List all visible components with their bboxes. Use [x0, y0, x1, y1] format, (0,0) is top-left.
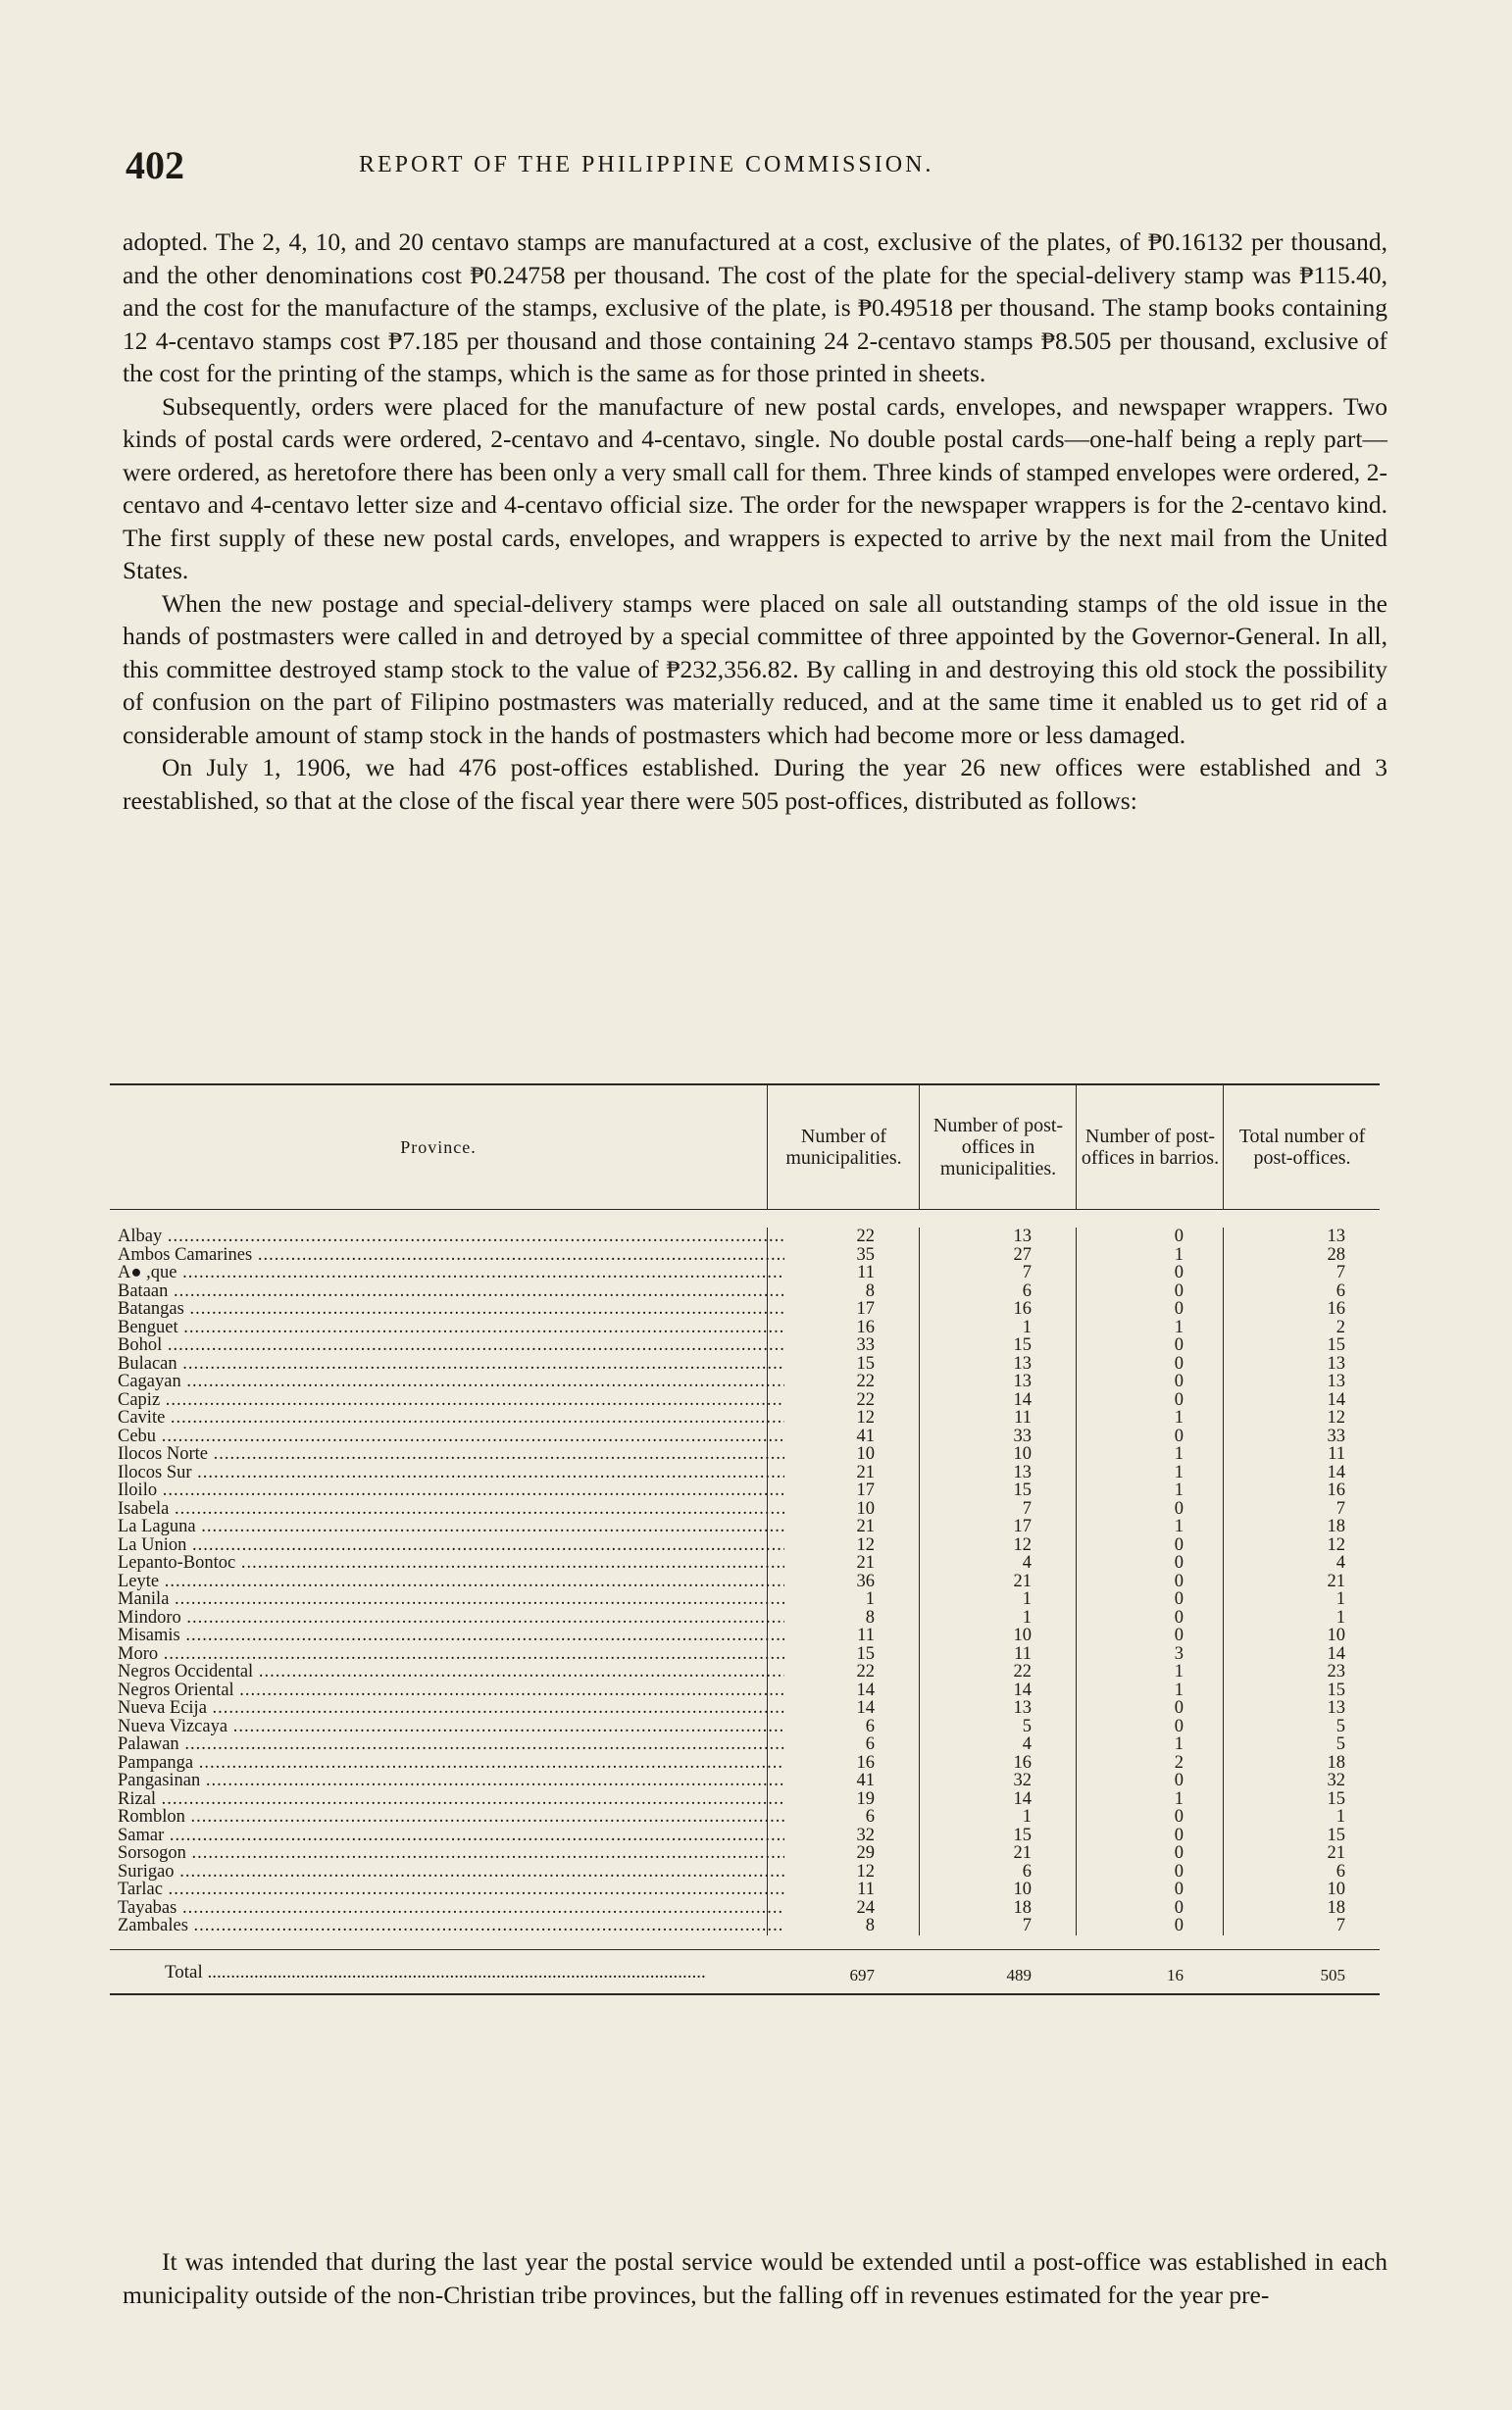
cell-offices-municipalities: 15 — [1013, 1825, 1032, 1845]
province-name: Sorsogon ..... — [118, 1844, 784, 1863]
table-row — [110, 1790, 1380, 1809]
cell-total: 16 — [1327, 1481, 1345, 1500]
province-name: Capiz ..... — [118, 1391, 784, 1410]
province-name: Bohol ..... — [118, 1336, 784, 1355]
cell-municipalities: 10 — [856, 1444, 875, 1464]
cell-municipalities: 8 — [865, 1280, 875, 1301]
table-row — [110, 1808, 1380, 1827]
cell-offices-municipalities: 11 — [1014, 1643, 1032, 1664]
cell-offices-municipalities: 14 — [1013, 1788, 1032, 1809]
cell-municipalities: 11 — [857, 1263, 875, 1282]
province-name: Surigao ..... — [118, 1863, 784, 1882]
table-row — [110, 1609, 1380, 1628]
cell-offices-barrios: 1 — [1174, 1662, 1184, 1682]
cell-offices-barrios: 0 — [1174, 1571, 1184, 1591]
cell-municipalities: 21 — [856, 1462, 875, 1482]
cell-offices-barrios: 0 — [1174, 1880, 1184, 1899]
body-text — [123, 226, 1387, 817]
table-row — [110, 1246, 1380, 1265]
province-name: Cavite ..... — [118, 1409, 784, 1428]
cell-total: 18 — [1327, 1897, 1345, 1918]
cell-offices-barrios: 0 — [1174, 1771, 1184, 1790]
table-row — [110, 1590, 1380, 1609]
cell-total: 13 — [1327, 1227, 1345, 1246]
province-name: Ilocos Sur ..... — [118, 1464, 784, 1482]
province-name: Negros Oriental ..... — [118, 1682, 784, 1700]
cell-offices-barrios: 0 — [1174, 1372, 1184, 1391]
table-row — [110, 1735, 1380, 1754]
table-bottom-rule — [110, 1993, 1380, 1995]
table-row — [110, 1844, 1380, 1863]
cell-municipalities: 22 — [856, 1227, 875, 1246]
province-name: La Union ..... — [118, 1536, 784, 1555]
cell-total: 11 — [1328, 1444, 1345, 1464]
table-row — [110, 1445, 1380, 1464]
cell-offices-barrios: 0 — [1174, 1698, 1184, 1718]
cell-offices-municipalities: 18 — [1013, 1897, 1032, 1918]
table-row — [110, 1464, 1380, 1482]
cell-offices-barrios: 1 — [1174, 1788, 1184, 1809]
province-name: Pangasinan ..... — [118, 1772, 784, 1790]
province-name: Zambales ..... — [118, 1917, 784, 1935]
cell-municipalities: 1 — [865, 1589, 875, 1609]
cell-total: 13 — [1327, 1698, 1345, 1718]
province-name: Lepanto-Bontoc ..... — [118, 1554, 784, 1573]
table-row — [110, 1319, 1380, 1337]
cell-offices-barrios: 1 — [1174, 1408, 1184, 1428]
cell-offices-municipalities: 13 — [1013, 1462, 1032, 1482]
table-row — [110, 1754, 1380, 1773]
province-name: Batangas ..... — [118, 1300, 784, 1319]
header-offices-municipalities: Number of post-offices in municipalities. — [919, 1085, 1077, 1209]
cell-offices-municipalities: 1 — [1022, 1807, 1032, 1827]
cell-total: 15 — [1327, 1788, 1345, 1809]
table-row — [110, 1500, 1380, 1519]
cell-offices-municipalities: 6 — [1022, 1280, 1032, 1301]
cell-offices-municipalities: 14 — [1013, 1389, 1032, 1410]
province-name: Palawan ..... — [118, 1735, 784, 1754]
cell-total: 21 — [1327, 1843, 1345, 1863]
table-row — [110, 1481, 1380, 1500]
cell-offices-municipalities: 1 — [1022, 1317, 1032, 1337]
table-row — [110, 1373, 1380, 1391]
cell-municipalities: 24 — [856, 1897, 875, 1918]
table-body — [110, 1228, 1380, 1935]
total-municipalities: 697 — [849, 1965, 875, 1984]
province-name: Romblon ..... — [118, 1808, 784, 1827]
table-row — [110, 1300, 1380, 1319]
header-municipalities: Number of municipalities. — [767, 1085, 920, 1209]
province-name: Misamis ..... — [118, 1627, 784, 1645]
cell-offices-municipalities: 1 — [1022, 1607, 1032, 1628]
cell-offices-municipalities: 4 — [1022, 1553, 1032, 1573]
cell-offices-barrios: 0 — [1174, 1534, 1184, 1555]
province-name: Bulacan ..... — [118, 1355, 784, 1374]
cell-offices-municipalities: 10 — [1013, 1444, 1032, 1464]
table-row — [110, 1573, 1380, 1591]
cell-offices-barrios: 0 — [1174, 1916, 1184, 1935]
cell-municipalities: 36 — [856, 1571, 875, 1591]
cell-total: 1 — [1336, 1807, 1345, 1827]
cell-offices-municipalities: 21 — [1013, 1843, 1032, 1863]
total-label: Total ..... — [165, 1962, 773, 1983]
cell-total: 32 — [1327, 1771, 1345, 1790]
cell-offices-municipalities: 5 — [1022, 1716, 1032, 1736]
table-row — [110, 1645, 1380, 1664]
cell-municipalities: 11 — [857, 1626, 875, 1645]
cell-total: 33 — [1327, 1426, 1345, 1446]
cell-total: 10 — [1327, 1880, 1345, 1899]
cell-municipalities: 17 — [856, 1481, 875, 1500]
cell-total: 5 — [1336, 1716, 1345, 1736]
province-name: Tarlac ..... — [118, 1881, 784, 1899]
cell-total: 21 — [1327, 1571, 1345, 1591]
cell-offices-municipalities: 13 — [1013, 1372, 1032, 1391]
cell-offices-municipalities: 22 — [1013, 1662, 1032, 1682]
cell-municipalities: 16 — [856, 1317, 875, 1337]
cell-total: 14 — [1327, 1643, 1345, 1664]
cell-offices-municipalities: 11 — [1014, 1408, 1032, 1428]
table-row — [110, 1917, 1380, 1935]
cell-offices-barrios: 0 — [1174, 1626, 1184, 1645]
table-row — [110, 1881, 1380, 1899]
post-office-table — [110, 1083, 1380, 1995]
cell-offices-barrios: 0 — [1174, 1897, 1184, 1918]
table-row — [110, 1518, 1380, 1536]
table-row — [110, 1699, 1380, 1718]
table-row — [110, 1682, 1380, 1700]
table-row — [110, 1772, 1380, 1790]
cell-total: 2 — [1336, 1317, 1345, 1337]
cell-total: 12 — [1327, 1408, 1345, 1428]
cell-offices-municipalities: 13 — [1013, 1698, 1032, 1718]
cell-total: 13 — [1327, 1353, 1345, 1374]
cell-total: 7 — [1336, 1263, 1345, 1282]
cell-offices-barrios: 0 — [1174, 1589, 1184, 1609]
cell-municipalities: 41 — [856, 1771, 875, 1790]
cell-offices-barrios: 0 — [1174, 1825, 1184, 1845]
province-name: Isabela ..... — [118, 1500, 784, 1519]
cell-offices-municipalities: 7 — [1022, 1263, 1032, 1282]
cell-offices-barrios: 0 — [1174, 1263, 1184, 1282]
cell-offices-barrios: 0 — [1174, 1843, 1184, 1863]
cell-offices-municipalities: 15 — [1013, 1335, 1032, 1355]
cell-municipalities: 6 — [865, 1716, 875, 1736]
cell-municipalities: 22 — [856, 1389, 875, 1410]
cell-municipalities: 35 — [856, 1244, 875, 1265]
cell-total: 6 — [1336, 1861, 1345, 1882]
cell-municipalities: 41 — [856, 1426, 875, 1446]
page-header — [126, 142, 1381, 191]
cell-offices-barrios: 1 — [1174, 1517, 1184, 1536]
province-name: Ilocos Norte ..... — [118, 1445, 784, 1464]
cell-offices-barrios: 1 — [1174, 1680, 1184, 1700]
table-row — [110, 1391, 1380, 1410]
cell-offices-barrios: 1 — [1174, 1481, 1184, 1500]
province-name: Ambos Camarines ..... — [118, 1246, 784, 1265]
cell-municipalities: 32 — [856, 1825, 875, 1845]
cell-municipalities: 10 — [856, 1498, 875, 1519]
table-row — [110, 1228, 1380, 1246]
cell-municipalities: 6 — [865, 1807, 875, 1827]
cell-total: 10 — [1327, 1626, 1345, 1645]
closing-text — [123, 2245, 1387, 2311]
cell-total: 7 — [1336, 1498, 1345, 1519]
cell-municipalities: 8 — [865, 1916, 875, 1935]
cell-municipalities: 11 — [857, 1880, 875, 1899]
total-offices-municipalities: 489 — [1006, 1965, 1032, 1984]
cell-total: 5 — [1336, 1734, 1345, 1754]
cell-total: 1 — [1336, 1607, 1345, 1628]
cell-total: 13 — [1327, 1372, 1345, 1391]
table-row — [110, 1827, 1380, 1845]
table-total-row — [110, 1949, 1380, 1993]
cell-total: 28 — [1327, 1244, 1345, 1265]
table-row — [110, 1409, 1380, 1428]
paragraph: Subsequently, orders were placed for the manufacture of new postal cards, envelopes, and newspaper wrappers. Two kinds of postal cards were ordered, 2-centavo and 4-centavo, single. No double postal cards—one-half being a reply part—were ordered, as heretofore there has been only a very small call for them. Three kinds of stamped envelopes were ordered, 2-centavo and 4-centavo letter size and 4-centavo official size. The order for the newspaper wrappers is for the 2-centavo kind. The first supply of these new postal cards, envelopes, and wrappers is expected to arrive by the next mail from the United States. — [123, 391, 1387, 584]
cell-municipalities: 29 — [856, 1843, 875, 1863]
cell-offices-barrios: 0 — [1174, 1389, 1184, 1410]
province-name: A● ,que ..... — [118, 1264, 784, 1282]
cell-offices-municipalities: 17 — [1013, 1517, 1032, 1536]
cell-offices-municipalities: 16 — [1013, 1752, 1032, 1773]
province-name: Tayabas ..... — [118, 1899, 784, 1918]
table-row — [110, 1355, 1380, 1374]
cell-total: 1 — [1336, 1589, 1345, 1609]
province-name: Nueva Ecija ..... — [118, 1699, 784, 1718]
table-row — [110, 1336, 1380, 1355]
province-name: Samar ..... — [118, 1827, 784, 1845]
cell-offices-barrios: 0 — [1174, 1227, 1184, 1246]
cell-offices-municipalities: 33 — [1013, 1426, 1032, 1446]
province-name: Nueva Vizcaya ..... — [118, 1718, 784, 1736]
cell-offices-barrios: 0 — [1174, 1335, 1184, 1355]
cell-offices-municipalities: 21 — [1013, 1571, 1032, 1591]
province-name: Albay ..... — [118, 1228, 784, 1246]
cell-offices-barrios: 1 — [1174, 1734, 1184, 1754]
table-row — [110, 1264, 1380, 1282]
cell-municipalities: 12 — [856, 1534, 875, 1555]
cell-total: 23 — [1327, 1662, 1345, 1682]
table-row — [110, 1282, 1380, 1301]
cell-offices-municipalities: 7 — [1022, 1916, 1032, 1935]
province-name: Pampanga ..... — [118, 1754, 784, 1773]
cell-total: 14 — [1327, 1462, 1345, 1482]
cell-offices-municipalities: 10 — [1013, 1626, 1032, 1645]
table-row — [110, 1663, 1380, 1682]
table-row — [110, 1863, 1380, 1882]
table-row — [110, 1627, 1380, 1645]
cell-offices-municipalities: 6 — [1022, 1861, 1032, 1882]
cell-total: 18 — [1327, 1517, 1345, 1536]
cell-municipalities: 33 — [856, 1335, 875, 1355]
cell-total: 18 — [1327, 1752, 1345, 1773]
table-header — [110, 1085, 1380, 1210]
cell-offices-barrios: 0 — [1174, 1553, 1184, 1573]
province-name: Leyte ..... — [118, 1573, 784, 1591]
closing-paragraph: It was intended that during the last year the postal service would be extended until a post-office was established in each municipality outside of the non-Christian tribe provinces, but the falling off in revenues estimated for the year pre- — [123, 2247, 1387, 2309]
cell-offices-barrios: 0 — [1174, 1498, 1184, 1519]
cell-total: 14 — [1327, 1389, 1345, 1410]
cell-offices-barrios: 0 — [1174, 1716, 1184, 1736]
total-total: 505 — [1320, 1965, 1345, 1984]
cell-offices-municipalities: 10 — [1013, 1880, 1032, 1899]
cell-offices-barrios: 1 — [1174, 1317, 1184, 1337]
cell-offices-barrios: 1 — [1174, 1244, 1184, 1265]
cell-municipalities: 8 — [865, 1607, 875, 1628]
province-name: Iloilo ..... — [118, 1481, 784, 1500]
cell-offices-municipalities: 13 — [1013, 1227, 1032, 1246]
header-province: Province. — [400, 1137, 477, 1157]
cell-offices-municipalities: 7 — [1022, 1498, 1032, 1519]
cell-offices-municipalities: 14 — [1013, 1680, 1032, 1700]
cell-offices-municipalities: 32 — [1013, 1771, 1032, 1790]
cell-offices-barrios: 0 — [1174, 1861, 1184, 1882]
cell-municipalities: 12 — [856, 1861, 875, 1882]
cell-offices-municipalities: 1 — [1022, 1589, 1032, 1609]
cell-municipalities: 17 — [856, 1299, 875, 1319]
cell-offices-municipalities: 12 — [1013, 1534, 1032, 1555]
province-name: Rizal ..... — [118, 1790, 784, 1809]
table-row — [110, 1718, 1380, 1736]
table-row — [110, 1899, 1380, 1918]
cell-offices-municipalities: 15 — [1013, 1481, 1032, 1500]
cell-total: 7 — [1336, 1916, 1345, 1935]
province-name: Cagayan ..... — [118, 1373, 784, 1391]
cell-municipalities: 21 — [856, 1517, 875, 1536]
cell-offices-barrios: 0 — [1174, 1426, 1184, 1446]
header-total: Total number of post-offices. — [1223, 1085, 1381, 1209]
cell-total: 15 — [1327, 1825, 1345, 1845]
cell-municipalities: 6 — [865, 1734, 875, 1754]
province-name: Negros Occidental ..... — [118, 1663, 784, 1682]
cell-total: 15 — [1327, 1335, 1345, 1355]
cell-offices-barrios: 0 — [1174, 1353, 1184, 1374]
cell-total: 12 — [1327, 1534, 1345, 1555]
cell-offices-municipalities: 27 — [1013, 1244, 1032, 1265]
table-row — [110, 1536, 1380, 1555]
header-offices-barrios: Number of post-offices in barrios. — [1076, 1085, 1224, 1209]
cell-offices-municipalities: 4 — [1022, 1734, 1032, 1754]
cell-offices-municipalities: 13 — [1013, 1353, 1032, 1374]
cell-offices-barrios: 3 — [1174, 1643, 1184, 1664]
cell-municipalities: 14 — [856, 1680, 875, 1700]
province-name: Manila ..... — [118, 1590, 784, 1609]
table-row — [110, 1428, 1380, 1446]
running-title: REPORT OF THE PHILIPPINE COMMISSION. — [359, 152, 934, 177]
cell-offices-barrios: 2 — [1174, 1752, 1184, 1773]
cell-municipalities: 15 — [856, 1643, 875, 1664]
province-name: Moro ..... — [118, 1645, 784, 1664]
province-name: Mindoro ..... — [118, 1609, 784, 1628]
cell-municipalities: 14 — [856, 1698, 875, 1718]
paragraph: When the new postage and special-delivery stamps were placed on sale all outstanding stamps of the old issue in the hands of postmasters were called in and detroyed by a special committee of three appointed by the Governor-General. In all, this committee destroyed stamp stock to the value of ₱232,356.82. By calling in and destroying this old stock the possibility of confusion on the part of Filipino postmasters was materially reduced, and at the same time it enabled us to get rid of a considerable amount of stamp stock in the hands of postmasters which had become more or less damaged. — [123, 588, 1387, 749]
cell-total: 16 — [1327, 1299, 1345, 1319]
cell-offices-barrios: 1 — [1174, 1462, 1184, 1482]
cell-offices-barrios: 0 — [1174, 1807, 1184, 1827]
cell-offices-municipalities: 16 — [1013, 1299, 1032, 1319]
table-row — [110, 1554, 1380, 1573]
province-name: Cebu ..... — [118, 1428, 784, 1446]
page-number: 402 — [126, 143, 184, 187]
cell-municipalities: 21 — [856, 1553, 875, 1573]
cell-municipalities: 22 — [856, 1662, 875, 1682]
province-name: Benguet ..... — [118, 1319, 784, 1337]
province-name: Bataan ..... — [118, 1282, 784, 1301]
cell-total: 6 — [1336, 1280, 1345, 1301]
cell-municipalities: 19 — [856, 1788, 875, 1809]
cell-municipalities: 12 — [856, 1408, 875, 1428]
cell-offices-barrios: 0 — [1174, 1299, 1184, 1319]
paragraph: On July 1, 1906, we had 476 post-offices established. During the year 26 new offices were established and 3 reestablished, so that at the close of the fiscal year there were 505 post-offices, distributed as follows: — [123, 753, 1387, 815]
cell-municipalities: 16 — [856, 1752, 875, 1773]
cell-offices-barrios: 0 — [1174, 1607, 1184, 1628]
province-name: La Laguna ..... — [118, 1518, 784, 1536]
cell-offices-barrios: 1 — [1174, 1444, 1184, 1464]
total-offices-barrios: 16 — [1167, 1965, 1184, 1984]
paragraph: adopted. The 2, 4, 10, and 20 centavo stamps are manufactured at a cost, exclusive of the plates, of ₱0.16132 per thousand, and the other denominations cost ₱0.24758 per thousand. The cost of the plate for the special-delivery stamp was ₱115.40, and the cost for the manufacture of the stamps, exclusive of the plate, is ₱0.49518 per thousand. The stamp books containing 12 4-centavo stamps cost ₱7.185 per thousand and those containing 24 2-centavo stamps ₱8.505 per thousand, exclusive of the cost for the printing of the stamps, which is the same as for those printed in sheets. — [123, 227, 1387, 387]
cell-total: 15 — [1327, 1680, 1345, 1700]
cell-municipalities: 22 — [856, 1372, 875, 1391]
cell-total: 4 — [1336, 1553, 1345, 1573]
cell-offices-barrios: 0 — [1174, 1280, 1184, 1301]
cell-municipalities: 15 — [856, 1353, 875, 1374]
